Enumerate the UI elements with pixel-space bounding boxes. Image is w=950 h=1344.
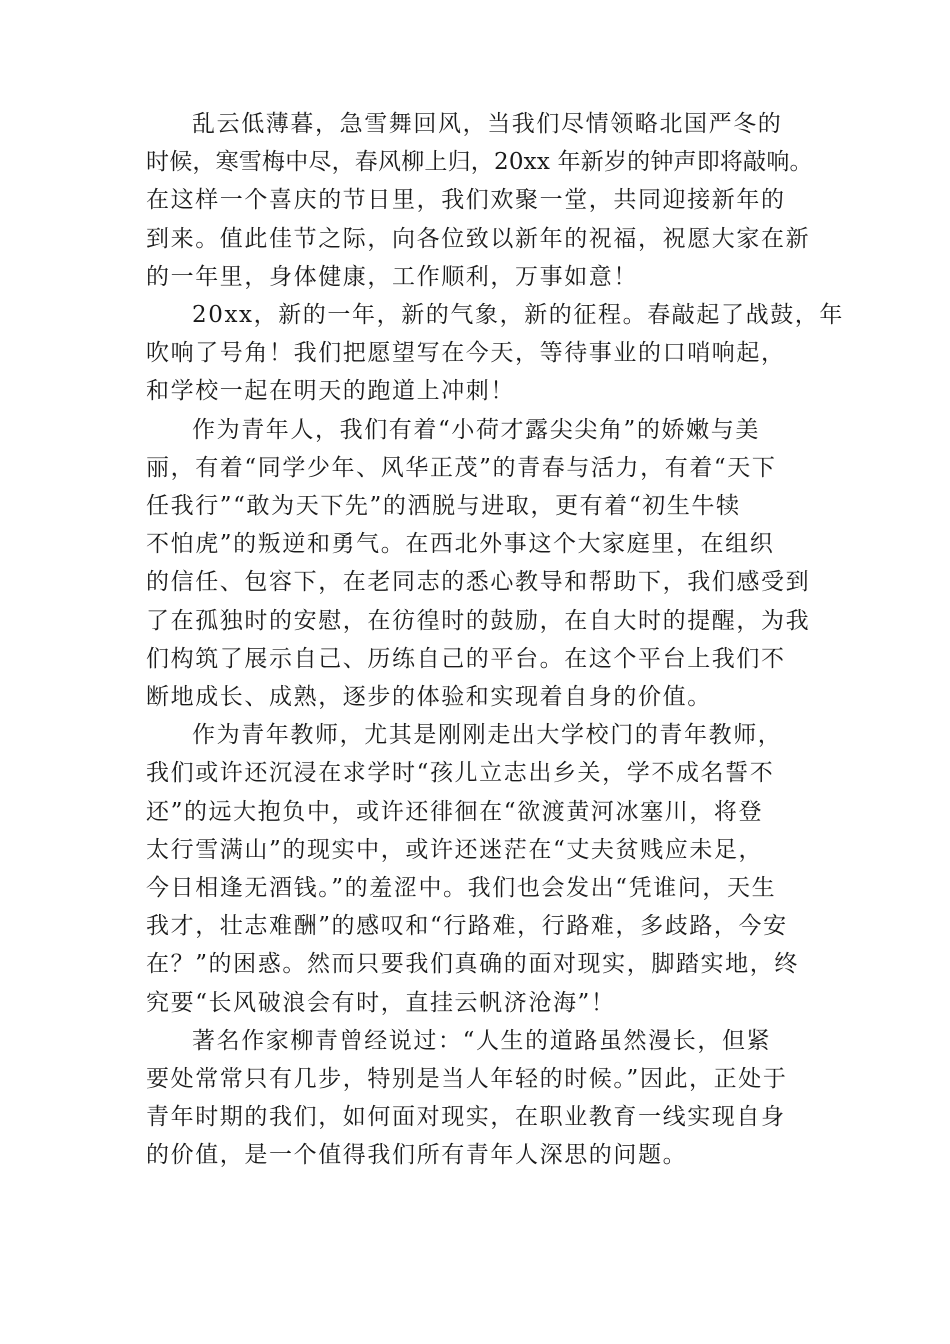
paragraph-as-young-teachers — [146, 716, 810, 1022]
paragraph-new-journey — [146, 296, 845, 411]
text-line: 我们或许还沉浸在求学时“孩儿立志出乡关，学不成名誓不 — [146, 760, 775, 787]
text-line: 太行雪满山”的现实中，或许还迷茫在“丈夫贫贱应未足， — [146, 836, 764, 863]
text-line: 还”的远大抱负中，或许还徘徊在“欲渡黄河冰塞川，将登 — [146, 798, 764, 825]
document-body — [146, 105, 845, 1175]
text-line: 作为青年人，我们有着“小荷才露尖尖角”的娇嫩与美 — [192, 416, 760, 443]
text-line: 要处常常只有几步，特别是当人年轻的时候。”因此，正处于 — [146, 1066, 788, 1093]
text-line: 任我行”“敢为天下先”的洒脱与进取，更有着“初生牛犊 — [146, 493, 741, 520]
text-line: 们构筑了展示自己、历练自己的平台。在这个平台上我们不 — [146, 645, 786, 672]
text-line: 今日相逢无酒钱。”的羞涩中。我们也会发出“凭谁问，天生 — [146, 875, 777, 902]
text-line: 乱云低薄暮，急雪舞回风，当我们尽情领略北国严冬的 — [192, 111, 783, 137]
text-line: 了在孤独时的安慰，在彷徨时的鼓励，在自大时的提醒，为我 — [146, 607, 811, 634]
text-line: 不怕虎”的叛逆和勇气。在西北外事这个大家庭里，在组织 — [146, 531, 775, 558]
text-line: 青年时期的我们，如何面对现实，在职业教育一线实现自身 — [146, 1104, 786, 1131]
text-line: 的价值，是一个值得我们所有青年人深思的问题。 — [146, 1142, 688, 1169]
text-line: 吹响了号角！我们把愿望写在今天，等待事业的口哨响起， — [146, 340, 786, 367]
paragraph-as-young-people — [146, 411, 810, 717]
text-line: 在这样一个喜庆的节日里，我们欢聚一堂，共同迎接新年的 — [146, 187, 786, 214]
text-line: 到来。值此佳节之际，向各位致以新年的祝福，祝愿大家在新 — [146, 225, 811, 252]
text-line: 20xx，新的一年，新的气象，新的征程。春敲起了战鼓，年 — [192, 302, 845, 329]
text-line: 著名作家柳青曾经说过：“人生的道路虽然漫长，但紧 — [192, 1027, 772, 1054]
paragraph-liu-qing-quote — [146, 1022, 810, 1175]
text-line: 究要“长风破浪会有时，直挂云帆济沧海”！ — [146, 989, 616, 1016]
text-line: 丽，有着“同学少年、风华正茂”的青春与活力，有着“天下 — [146, 454, 777, 481]
text-line: 断地成长、成熟，逐步的体验和实现着自身的价值。 — [146, 684, 712, 711]
text-line: 时候，寒雪梅中尽，春风柳上归，20xx 年新岁的钟声即将敲响。 — [146, 149, 813, 176]
text-line: 作为青年教师，尤其是刚刚走出大学校门的青年教师， — [192, 722, 783, 749]
text-line: 的一年里，身体健康，工作顺利，万事如意！ — [146, 263, 638, 290]
text-line: 我才，壮志难酬”的感叹和“行路难，行路难，多歧路，今安 — [146, 913, 788, 940]
paragraph-new-year-greeting — [146, 105, 813, 296]
text-line: 的信任、包容下，在老同志的悉心教导和帮助下，我们感受到 — [146, 569, 811, 596]
text-line: 和学校一起在明天的跑道上冲刺！ — [146, 378, 515, 405]
text-line: 在？”的困惑。然而只要我们真确的面对现实，脚踏实地，终 — [146, 951, 799, 978]
